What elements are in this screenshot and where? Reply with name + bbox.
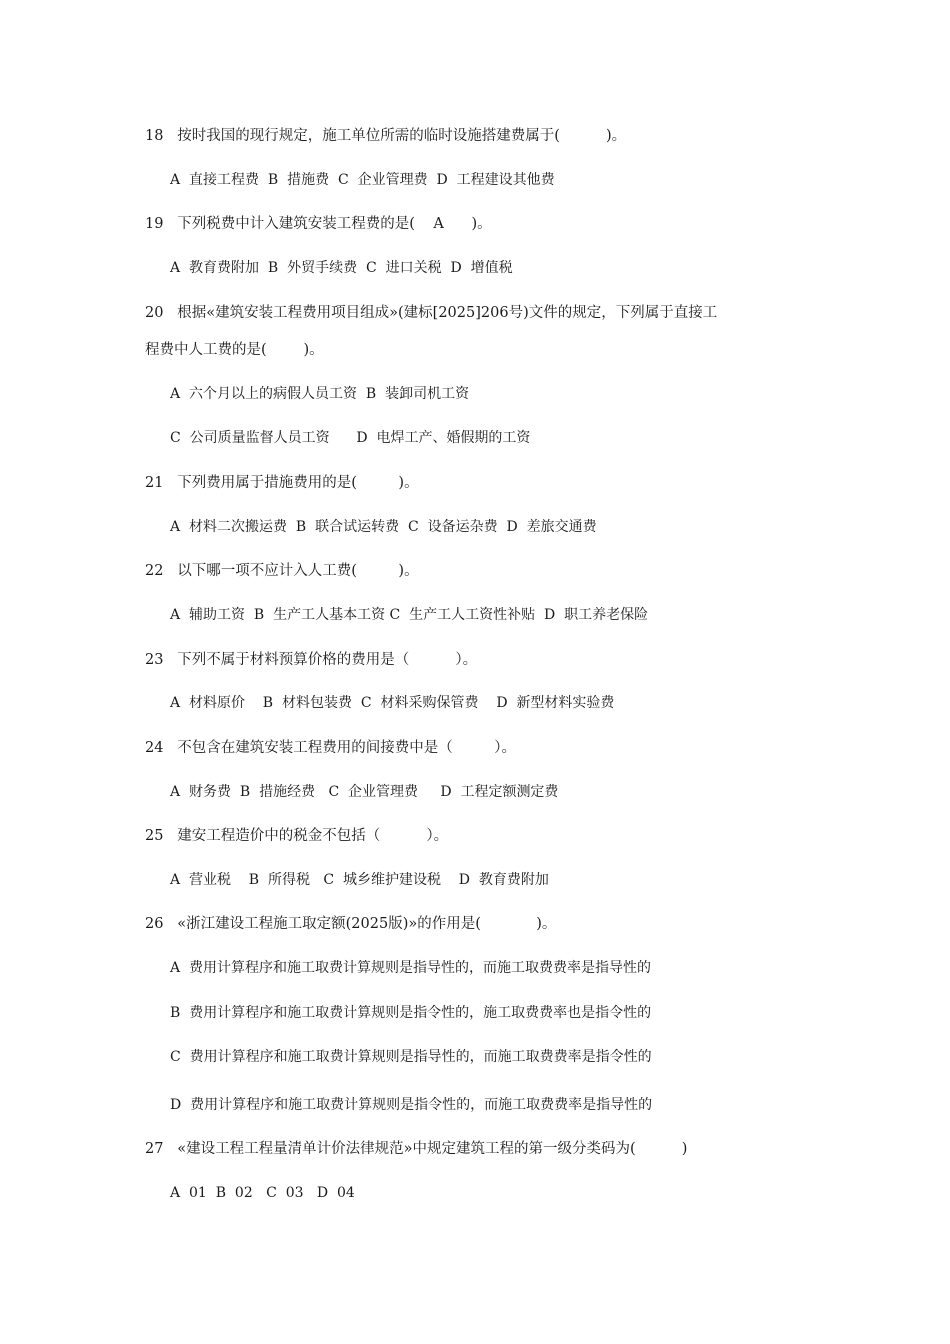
question-24-options: A 财务费 B 措施经费 C 企业管理费 D 工程定额测定费 (170, 784, 559, 800)
question-21-stem: 21 下列费用属于措施费用的是( )。 (145, 475, 419, 491)
question-26-option-c: C 费用计算程序和施工取费计算规则是指导性的，而施工取费费率是指令性的 (170, 1049, 652, 1065)
question-25-options: A 营业税 B 所得税 C 城乡维护建设税 D 教育费附加 (170, 872, 549, 888)
question-22-stem: 22 以下哪一项不应计入人工费( )。 (145, 563, 419, 579)
question-26-option-b: B 费用计算程序和施工取费计算规则是指令性的，施工取费费率也是指令性的 (170, 1005, 652, 1021)
question-22-options: A 辅助工资 B 生产工人基本工资 C 生产工人工资性补贴 D 职工养老保险 (170, 607, 649, 623)
question-20-stem-line-2: 程费中人工费的是( )。 (145, 342, 324, 358)
question-20-stem-line-1: 20 根据«建筑安装工程费用项目组成»(建标[2025]206号)文件的规定，下列属于直接工 (145, 305, 718, 321)
question-19-stem: 19 下列税费中计入建筑安装工程费的是( A )。 (145, 216, 492, 232)
question-26-stem: 26 «浙江建设工程施工取定额(2025版)»的作用是( )。 (145, 916, 557, 932)
question-23-options: A 材料原价 B 材料包装费 C 材料采购保管费 D 新型材料实验费 (170, 695, 615, 711)
question-25-stem: 25 建安工程造价中的税金不包括（ ）。 (145, 828, 449, 844)
question-23-stem: 23 下列不属于材料预算价格的费用是（ ）。 (145, 652, 478, 668)
question-21-options: A 材料二次搬运费 B 联合试运转费 C 设备运杂费 D 差旅交通费 (170, 519, 597, 535)
question-24-stem: 24 不包含在建筑安装工程费用的间接费中是（ ）。 (145, 740, 517, 756)
question-26-option-a: A 费用计算程序和施工取费计算规则是指导性的，而施工取费费率是指导性的 (170, 960, 652, 976)
question-26-option-d: D 费用计算程序和施工取费计算规则是指令性的，而施工取费费率是指导性的 (170, 1097, 653, 1113)
question-18-options: A 直接工程费 B 措施费 C 企业管理费 D 工程建设其他费 (170, 172, 555, 188)
question-20-options-line-2: C 公司质量监督人员工资 D 电焊工产、婚假期的工资 (170, 430, 531, 446)
question-20-options-line-1: A 六个月以上的病假人员工资 B 装卸司机工资 (170, 386, 470, 402)
question-18-stem: 18 按时我国的现行规定，施工单位所需的临时设施搭建费属于( )。 (145, 128, 627, 144)
question-19-options: A 教育费附加 B 外贸手续费 C 进口关税 D 增值税 (170, 260, 513, 276)
question-27-options: A 01 B 02 C 03 D 04 (170, 1185, 355, 1201)
question-27-stem: 27 «建设工程工程量清单计价法律规范»中规定建筑工程的第一级分类码为( ) (145, 1141, 688, 1157)
